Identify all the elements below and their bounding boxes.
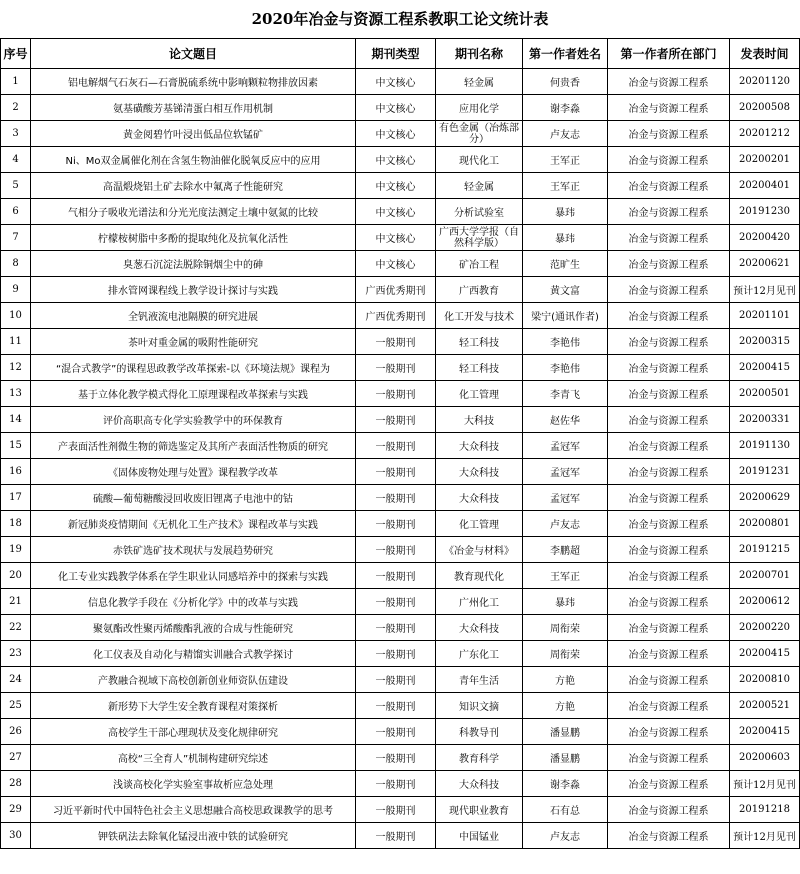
cell-first-author: 石有总 bbox=[523, 797, 608, 823]
cell-paper-title: 铝电解烟气石灰石—石膏脱硫系统中影响颗粒物排放因素 bbox=[31, 69, 356, 95]
cell-department: 冶金与资源工程系 bbox=[608, 641, 730, 667]
cell-journal-type: 一般期刊 bbox=[356, 667, 436, 693]
cell-publish-date: 20200420 bbox=[730, 225, 800, 251]
paper-table bbox=[0, 38, 800, 849]
cell-index: 20 bbox=[1, 563, 31, 589]
cell-publish-date: 20200612 bbox=[730, 589, 800, 615]
cell-publish-date: 20200521 bbox=[730, 693, 800, 719]
cell-paper-title: 全钒液流电池隔膜的研究进展 bbox=[31, 303, 356, 329]
cell-paper-title: 气相分子吸收光谱法和分光光度法测定土壤中氨氮的比较 bbox=[31, 199, 356, 225]
cell-paper-title: 高校学生干部心理现状及变化规律研究 bbox=[31, 719, 356, 745]
cell-journal-type: 一般期刊 bbox=[356, 381, 436, 407]
cell-index: 29 bbox=[1, 797, 31, 823]
cell-paper-title: 评价高职高专化学实验教学中的环保教育 bbox=[31, 407, 356, 433]
table-row bbox=[1, 303, 800, 329]
cell-first-author: 何贵香 bbox=[523, 69, 608, 95]
table-row bbox=[1, 745, 800, 771]
cell-first-author: 孟冠军 bbox=[523, 433, 608, 459]
cell-paper-title: Ni、Mo双金属催化剂在含氢生物油催化脱氧反应中的应用 bbox=[31, 147, 356, 173]
cell-department: 冶金与资源工程系 bbox=[608, 251, 730, 277]
cell-index: 6 bbox=[1, 199, 31, 225]
cell-journal-name: 轻工科技 bbox=[436, 355, 523, 381]
cell-journal-type: 中文核心 bbox=[356, 95, 436, 121]
cell-journal-type: 一般期刊 bbox=[356, 433, 436, 459]
cell-first-author: 黄文富 bbox=[523, 277, 608, 303]
header-department: 第一作者所在部门 bbox=[608, 39, 730, 69]
cell-publish-date: 20200315 bbox=[730, 329, 800, 355]
cell-index: 16 bbox=[1, 459, 31, 485]
cell-index: 2 bbox=[1, 95, 31, 121]
cell-publish-date: 20201101 bbox=[730, 303, 800, 329]
cell-journal-name: 轻金属 bbox=[436, 173, 523, 199]
table-row bbox=[1, 329, 800, 355]
cell-publish-date: 20191218 bbox=[730, 797, 800, 823]
cell-paper-title: 化工专业实践教学体系在学生职业认同感培养中的探索与实践 bbox=[31, 563, 356, 589]
cell-first-author: 王军正 bbox=[523, 147, 608, 173]
cell-publish-date: 20201212 bbox=[730, 121, 800, 147]
cell-department: 冶金与资源工程系 bbox=[608, 667, 730, 693]
cell-journal-type: 广西优秀期刊 bbox=[356, 303, 436, 329]
cell-index: 9 bbox=[1, 277, 31, 303]
cell-index: 4 bbox=[1, 147, 31, 173]
cell-journal-type: 一般期刊 bbox=[356, 615, 436, 641]
table-row bbox=[1, 277, 800, 303]
cell-index: 8 bbox=[1, 251, 31, 277]
table-row bbox=[1, 251, 800, 277]
cell-department: 冶金与资源工程系 bbox=[608, 329, 730, 355]
cell-first-author: 赵佐华 bbox=[523, 407, 608, 433]
cell-first-author: 卢友志 bbox=[523, 511, 608, 537]
cell-journal-name: 大众科技 bbox=[436, 459, 523, 485]
cell-department: 冶金与资源工程系 bbox=[608, 615, 730, 641]
cell-publish-date: 20200621 bbox=[730, 251, 800, 277]
cell-index: 13 bbox=[1, 381, 31, 407]
cell-first-author: 梁宁(通讯作者) bbox=[523, 303, 608, 329]
cell-index: 26 bbox=[1, 719, 31, 745]
cell-first-author: 卢友志 bbox=[523, 121, 608, 147]
cell-journal-name: 广西大学学报（自然科学版） bbox=[436, 225, 523, 251]
table-row bbox=[1, 719, 800, 745]
cell-journal-name: 分析试验室 bbox=[436, 199, 523, 225]
table-row bbox=[1, 355, 800, 381]
cell-index: 24 bbox=[1, 667, 31, 693]
cell-department: 冶金与资源工程系 bbox=[608, 537, 730, 563]
cell-publish-date: 预计12月见刊 bbox=[730, 823, 800, 849]
cell-publish-date: 20200801 bbox=[730, 511, 800, 537]
cell-publish-date: 20200401 bbox=[730, 173, 800, 199]
cell-department: 冶金与资源工程系 bbox=[608, 407, 730, 433]
cell-department: 冶金与资源工程系 bbox=[608, 121, 730, 147]
table-row bbox=[1, 667, 800, 693]
table-row bbox=[1, 693, 800, 719]
cell-first-author: 王军正 bbox=[523, 563, 608, 589]
table-row bbox=[1, 537, 800, 563]
cell-first-author: 方艳 bbox=[523, 693, 608, 719]
table-row bbox=[1, 771, 800, 797]
cell-index: 7 bbox=[1, 225, 31, 251]
table-row bbox=[1, 563, 800, 589]
cell-department: 冶金与资源工程系 bbox=[608, 147, 730, 173]
cell-paper-title: 新形势下大学生安全教育课程对策探析 bbox=[31, 693, 356, 719]
table-row bbox=[1, 199, 800, 225]
cell-journal-type: 中文核心 bbox=[356, 173, 436, 199]
cell-first-author: 李鹏超 bbox=[523, 537, 608, 563]
cell-publish-date: 20200629 bbox=[730, 485, 800, 511]
cell-paper-title: 柠檬桉树脂中多酚的提取纯化及抗氧化活性 bbox=[31, 225, 356, 251]
cell-index: 15 bbox=[1, 433, 31, 459]
cell-index: 25 bbox=[1, 693, 31, 719]
cell-paper-title: 臭葱石沉淀法脱除铜烟尘中的砷 bbox=[31, 251, 356, 277]
cell-index: 21 bbox=[1, 589, 31, 615]
table-row bbox=[1, 823, 800, 849]
table-row bbox=[1, 797, 800, 823]
cell-journal-type: 一般期刊 bbox=[356, 797, 436, 823]
cell-department: 冶金与资源工程系 bbox=[608, 277, 730, 303]
cell-journal-name: 科教导刊 bbox=[436, 719, 523, 745]
cell-journal-type: 一般期刊 bbox=[356, 745, 436, 771]
cell-department: 冶金与资源工程系 bbox=[608, 797, 730, 823]
cell-index: 14 bbox=[1, 407, 31, 433]
cell-index: 23 bbox=[1, 641, 31, 667]
cell-journal-type: 一般期刊 bbox=[356, 771, 436, 797]
cell-journal-type: 中文核心 bbox=[356, 121, 436, 147]
cell-first-author: 李艳伟 bbox=[523, 355, 608, 381]
cell-journal-type: 一般期刊 bbox=[356, 407, 436, 433]
cell-journal-type: 中文核心 bbox=[356, 251, 436, 277]
header-paper-title: 论文题目 bbox=[31, 39, 356, 69]
cell-index: 10 bbox=[1, 303, 31, 329]
cell-publish-date: 20200220 bbox=[730, 615, 800, 641]
cell-journal-type: 一般期刊 bbox=[356, 823, 436, 849]
cell-journal-name: 广州化工 bbox=[436, 589, 523, 615]
cell-journal-type: 一般期刊 bbox=[356, 563, 436, 589]
cell-journal-type: 一般期刊 bbox=[356, 589, 436, 615]
cell-paper-title: “混合式教学”的课程思政教学改革探索-以《环境法规》课程为 bbox=[31, 355, 356, 381]
cell-first-author: 李艳伟 bbox=[523, 329, 608, 355]
cell-index: 12 bbox=[1, 355, 31, 381]
cell-journal-name: 有色金属（冶炼部分） bbox=[436, 121, 523, 147]
cell-first-author: 孟冠军 bbox=[523, 485, 608, 511]
cell-publish-date: 20200603 bbox=[730, 745, 800, 771]
table-row bbox=[1, 589, 800, 615]
cell-publish-date: 20200201 bbox=[730, 147, 800, 173]
cell-publish-date: 20191215 bbox=[730, 537, 800, 563]
cell-department: 冶金与资源工程系 bbox=[608, 485, 730, 511]
cell-journal-type: 广西优秀期刊 bbox=[356, 277, 436, 303]
header-journal-type: 期刊类型 bbox=[356, 39, 436, 69]
cell-publish-date: 20201120 bbox=[730, 69, 800, 95]
cell-department: 冶金与资源工程系 bbox=[608, 381, 730, 407]
table-row bbox=[1, 225, 800, 251]
cell-journal-name: 应用化学 bbox=[436, 95, 523, 121]
cell-journal-name: 化工开发与技术 bbox=[436, 303, 523, 329]
cell-department: 冶金与资源工程系 bbox=[608, 771, 730, 797]
table-row bbox=[1, 121, 800, 147]
cell-department: 冶金与资源工程系 bbox=[608, 745, 730, 771]
table-row bbox=[1, 95, 800, 121]
cell-index: 17 bbox=[1, 485, 31, 511]
cell-department: 冶金与资源工程系 bbox=[608, 69, 730, 95]
cell-paper-title: 硫酸—葡萄糖酸浸回收废旧锂离子电池中的钴 bbox=[31, 485, 356, 511]
cell-paper-title: 氨基磺酸芳基锑清蛋白相互作用机制 bbox=[31, 95, 356, 121]
table-row bbox=[1, 69, 800, 95]
cell-journal-type: 一般期刊 bbox=[356, 693, 436, 719]
cell-first-author: 周衔荣 bbox=[523, 615, 608, 641]
cell-paper-title: 习近平新时代中国特色社会主义思想融合高校思政课教学的思考 bbox=[31, 797, 356, 823]
cell-journal-type: 一般期刊 bbox=[356, 511, 436, 537]
cell-journal-name: 化工管理 bbox=[436, 381, 523, 407]
cell-publish-date: 预计12月见刊 bbox=[730, 277, 800, 303]
table-row bbox=[1, 511, 800, 537]
cell-index: 3 bbox=[1, 121, 31, 147]
cell-publish-date: 预计12月见刊 bbox=[730, 771, 800, 797]
table-header-row bbox=[1, 39, 800, 69]
cell-department: 冶金与资源工程系 bbox=[608, 173, 730, 199]
cell-publish-date: 20200415 bbox=[730, 355, 800, 381]
cell-journal-type: 一般期刊 bbox=[356, 485, 436, 511]
header-publish-date: 发表时间 bbox=[730, 39, 800, 69]
cell-journal-name: 教育科学 bbox=[436, 745, 523, 771]
cell-journal-name: 轻工科技 bbox=[436, 329, 523, 355]
cell-paper-title: 产表面活性剂微生物的筛选鉴定及其所产表面活性物质的研究 bbox=[31, 433, 356, 459]
cell-index: 11 bbox=[1, 329, 31, 355]
cell-department: 冶金与资源工程系 bbox=[608, 459, 730, 485]
table-row bbox=[1, 147, 800, 173]
cell-department: 冶金与资源工程系 bbox=[608, 225, 730, 251]
cell-journal-type: 一般期刊 bbox=[356, 537, 436, 563]
cell-paper-title: 钾铁矾法去除氧化锰浸出液中铁的试验研究 bbox=[31, 823, 356, 849]
cell-first-author: 暴玮 bbox=[523, 589, 608, 615]
cell-journal-name: 青年生活 bbox=[436, 667, 523, 693]
cell-department: 冶金与资源工程系 bbox=[608, 199, 730, 225]
cell-index: 18 bbox=[1, 511, 31, 537]
cell-paper-title: 新冠肺炎疫情期间《无机化工生产技术》课程改革与实践 bbox=[31, 511, 356, 537]
cell-journal-name: 大众科技 bbox=[436, 771, 523, 797]
cell-first-author: 孟冠军 bbox=[523, 459, 608, 485]
cell-first-author: 暴玮 bbox=[523, 199, 608, 225]
header-index: 序号 bbox=[1, 39, 31, 69]
cell-department: 冶金与资源工程系 bbox=[608, 355, 730, 381]
cell-journal-type: 中文核心 bbox=[356, 69, 436, 95]
cell-publish-date: 20191130 bbox=[730, 433, 800, 459]
cell-journal-name: 轻金属 bbox=[436, 69, 523, 95]
cell-journal-type: 一般期刊 bbox=[356, 641, 436, 667]
cell-department: 冶金与资源工程系 bbox=[608, 433, 730, 459]
cell-first-author: 谢李淼 bbox=[523, 771, 608, 797]
cell-journal-name: 矿冶工程 bbox=[436, 251, 523, 277]
cell-index: 28 bbox=[1, 771, 31, 797]
cell-journal-name: 中国锰业 bbox=[436, 823, 523, 849]
header-first-author: 第一作者姓名 bbox=[523, 39, 608, 69]
cell-first-author: 方艳 bbox=[523, 667, 608, 693]
cell-first-author: 周衔荣 bbox=[523, 641, 608, 667]
cell-journal-type: 一般期刊 bbox=[356, 719, 436, 745]
cell-department: 冶金与资源工程系 bbox=[608, 823, 730, 849]
cell-index: 5 bbox=[1, 173, 31, 199]
cell-first-author: 谢李淼 bbox=[523, 95, 608, 121]
cell-department: 冶金与资源工程系 bbox=[608, 95, 730, 121]
table-row bbox=[1, 433, 800, 459]
cell-department: 冶金与资源工程系 bbox=[608, 563, 730, 589]
table-row bbox=[1, 407, 800, 433]
cell-first-author: 潘显鹏 bbox=[523, 719, 608, 745]
cell-paper-title: 信息化教学手段在《分析化学》中的改革与实践 bbox=[31, 589, 356, 615]
cell-journal-name: 教育现代化 bbox=[436, 563, 523, 589]
cell-journal-name: 大众科技 bbox=[436, 615, 523, 641]
cell-journal-name: 大科技 bbox=[436, 407, 523, 433]
cell-paper-title: 《固体废物处理与处置》课程教学改革 bbox=[31, 459, 356, 485]
cell-paper-title: 高校“三全育人”机制构建研究综述 bbox=[31, 745, 356, 771]
table-row bbox=[1, 173, 800, 199]
cell-paper-title: 黄金阅碧竹叶浸出低品位软锰矿 bbox=[31, 121, 356, 147]
table-row bbox=[1, 485, 800, 511]
cell-paper-title: 化工仪表及自动化与精馏实训融合式教学探讨 bbox=[31, 641, 356, 667]
cell-first-author: 暴玮 bbox=[523, 225, 608, 251]
cell-journal-name: 化工管理 bbox=[436, 511, 523, 537]
cell-first-author: 潘显鹏 bbox=[523, 745, 608, 771]
cell-journal-name: 知识文摘 bbox=[436, 693, 523, 719]
header-journal-name: 期刊名称 bbox=[436, 39, 523, 69]
cell-journal-name: 大众科技 bbox=[436, 433, 523, 459]
cell-journal-name: 广东化工 bbox=[436, 641, 523, 667]
cell-paper-title: 浅谈高校化学实验室事故析应急处理 bbox=[31, 771, 356, 797]
cell-index: 22 bbox=[1, 615, 31, 641]
cell-journal-type: 中文核心 bbox=[356, 147, 436, 173]
cell-department: 冶金与资源工程系 bbox=[608, 589, 730, 615]
cell-index: 1 bbox=[1, 69, 31, 95]
cell-journal-type: 一般期刊 bbox=[356, 459, 436, 485]
cell-publish-date: 20200331 bbox=[730, 407, 800, 433]
cell-department: 冶金与资源工程系 bbox=[608, 303, 730, 329]
cell-journal-name: 现代化工 bbox=[436, 147, 523, 173]
table-row bbox=[1, 615, 800, 641]
cell-first-author: 王军正 bbox=[523, 173, 608, 199]
cell-department: 冶金与资源工程系 bbox=[608, 511, 730, 537]
cell-publish-date: 20191231 bbox=[730, 459, 800, 485]
cell-first-author: 卢友志 bbox=[523, 823, 608, 849]
table-row bbox=[1, 459, 800, 485]
cell-paper-title: 赤铁矿选矿技术现状与发展趋势研究 bbox=[31, 537, 356, 563]
cell-first-author: 李青飞 bbox=[523, 381, 608, 407]
cell-index: 27 bbox=[1, 745, 31, 771]
cell-publish-date: 20200415 bbox=[730, 641, 800, 667]
cell-journal-type: 中文核心 bbox=[356, 199, 436, 225]
cell-department: 冶金与资源工程系 bbox=[608, 719, 730, 745]
cell-index: 19 bbox=[1, 537, 31, 563]
cell-publish-date: 20191230 bbox=[730, 199, 800, 225]
cell-paper-title: 聚氨酯改性聚丙烯酸酯乳液的合成与性能研究 bbox=[31, 615, 356, 641]
cell-department: 冶金与资源工程系 bbox=[608, 693, 730, 719]
cell-paper-title: 茶叶对重金属的吸附性能研究 bbox=[31, 329, 356, 355]
cell-first-author: 范旷生 bbox=[523, 251, 608, 277]
cell-journal-name: 大众科技 bbox=[436, 485, 523, 511]
cell-paper-title: 基于立体化教学模式得化工原理课程改革探索与实践 bbox=[31, 381, 356, 407]
table-row bbox=[1, 381, 800, 407]
page-title: 2020年冶金与资源工程系教职工论文统计表 bbox=[251, 10, 549, 28]
cell-publish-date: 20200508 bbox=[730, 95, 800, 121]
cell-journal-type: 一般期刊 bbox=[356, 355, 436, 381]
cell-journal-name: 现代职业教育 bbox=[436, 797, 523, 823]
cell-paper-title: 高温煅烧铝土矿去除水中氟离子性能研究 bbox=[31, 173, 356, 199]
cell-journal-name: 广西教育 bbox=[436, 277, 523, 303]
cell-paper-title: 排水管网课程线上教学设计探讨与实践 bbox=[31, 277, 356, 303]
cell-paper-title: 产教融合视域下高校创新创业师资队伍建设 bbox=[31, 667, 356, 693]
cell-publish-date: 20200701 bbox=[730, 563, 800, 589]
cell-index: 30 bbox=[1, 823, 31, 849]
cell-journal-type: 中文核心 bbox=[356, 225, 436, 251]
cell-publish-date: 20200415 bbox=[730, 719, 800, 745]
cell-publish-date: 20200501 bbox=[730, 381, 800, 407]
table-row bbox=[1, 641, 800, 667]
cell-journal-type: 一般期刊 bbox=[356, 329, 436, 355]
cell-journal-name: 《冶金与材料》 bbox=[436, 537, 523, 563]
cell-publish-date: 20200810 bbox=[730, 667, 800, 693]
